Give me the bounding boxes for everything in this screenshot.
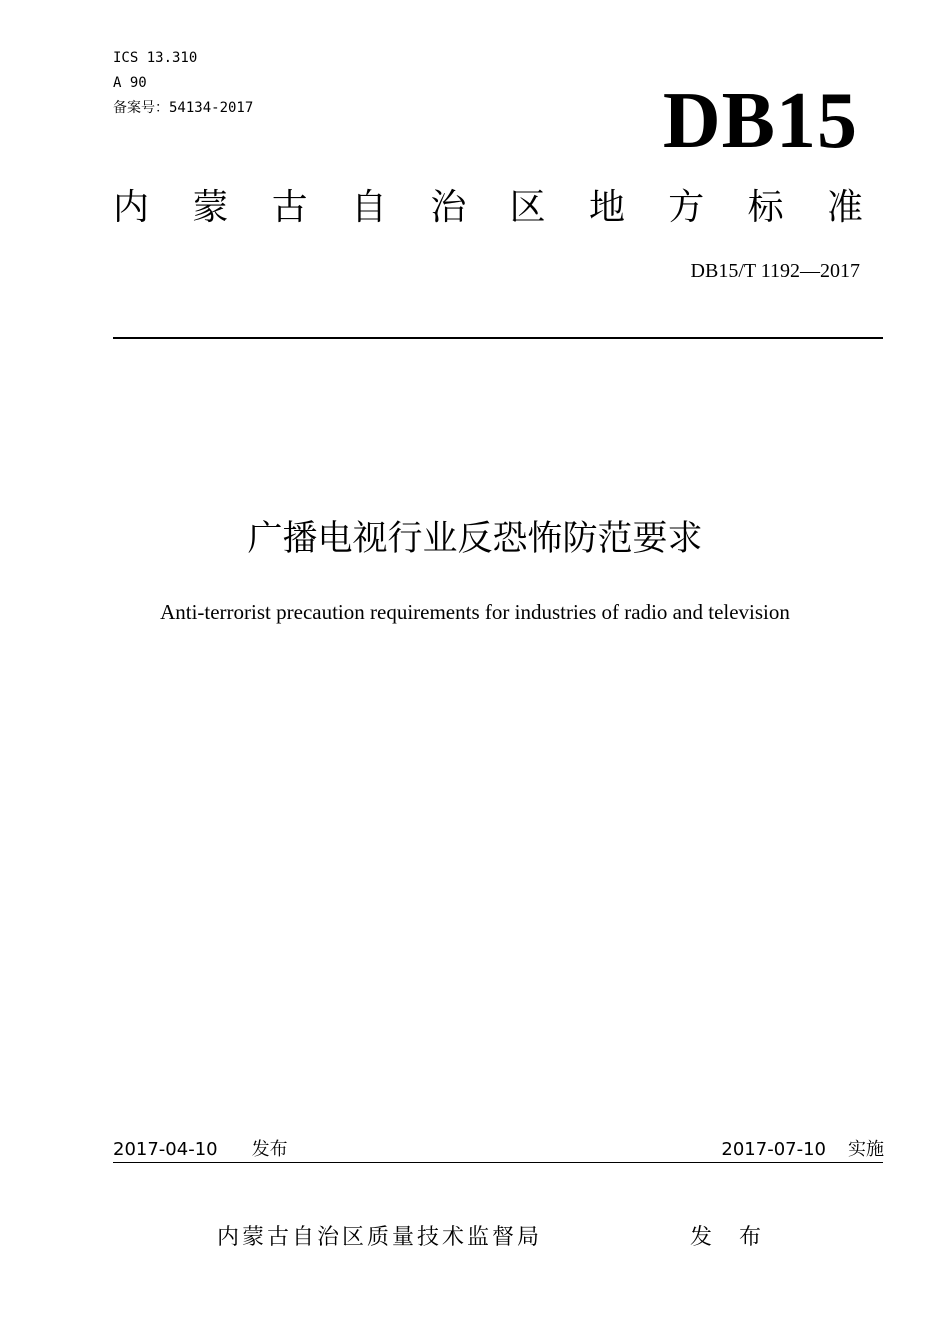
standard-type-char: 方: [668, 187, 705, 228]
footer-divider: [113, 1162, 883, 1163]
standard-type-char: 区: [509, 187, 546, 228]
publish-date-line: [113, 1137, 288, 1163]
publish-label: 发布: [251, 1139, 288, 1160]
standard-code: DB15/T 1192—2017: [690, 260, 860, 282]
implement-label: 实施: [848, 1139, 884, 1160]
standard-type-char: 蒙: [192, 187, 229, 228]
header-divider: [113, 337, 883, 339]
standard-type-char: 自: [350, 187, 387, 228]
standard-type-char: 内: [113, 187, 150, 228]
db15-logo: DB15: [662, 77, 858, 165]
standard-type-char: 标: [747, 187, 784, 228]
implement-date-line: [721, 1137, 884, 1163]
standard-type-char: 治: [430, 187, 467, 228]
title-chinese: 广播电视行业反恐怖防范要求: [247, 519, 703, 559]
record-number: 备案号：54134-2017: [113, 100, 254, 116]
standard-type-char: 地: [588, 187, 625, 228]
title-english: Anti-terrorist precaution requirements for industries of radio and television: [160, 600, 790, 624]
issuing-authority: 内蒙古自治区质量技术监督局: [217, 1225, 543, 1250]
standard-type-heading: [113, 184, 863, 232]
issuer-verb: 发 布: [690, 1225, 771, 1250]
standard-type-char: 古: [271, 187, 308, 228]
ccs-code: A 90: [113, 75, 147, 91]
publish-date: 2017-04-10: [113, 1139, 218, 1160]
standard-type-char: 准: [826, 187, 863, 228]
ics-code: ICS 13.310: [113, 50, 198, 66]
implement-date: 2017-07-10: [721, 1139, 826, 1160]
